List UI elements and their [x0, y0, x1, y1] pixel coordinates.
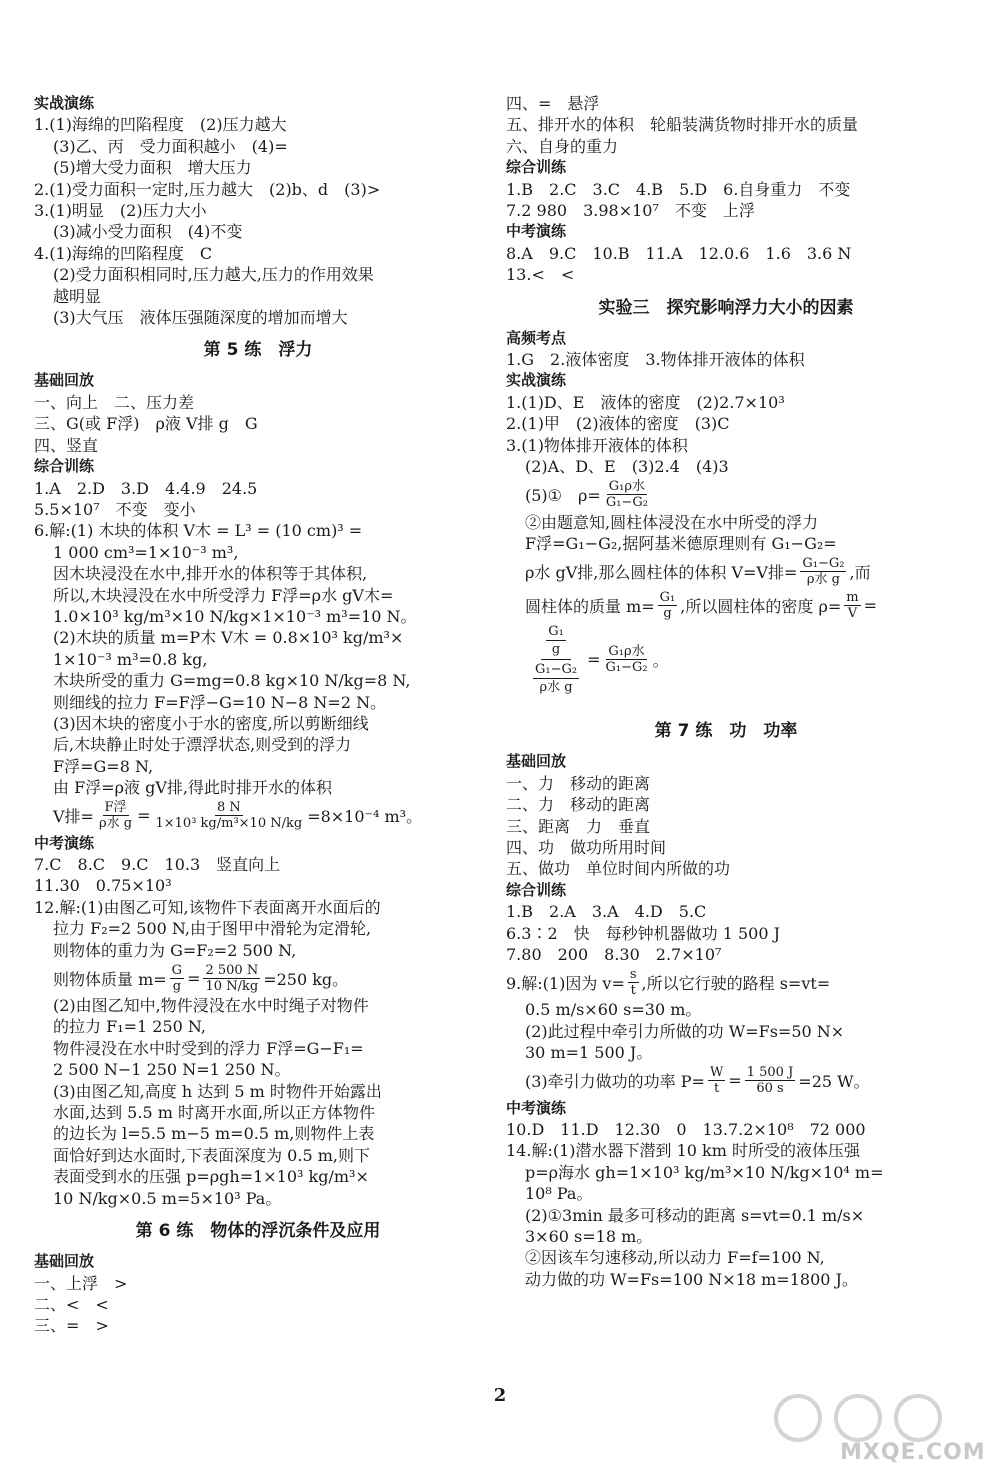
denominator: V: [847, 605, 858, 621]
answer-line: 四、竖直: [34, 435, 99, 455]
answer-line: 一、力 移动的距离: [506, 773, 651, 793]
answer-line: 3×60 s=18 m。: [525, 1227, 653, 1247]
answer-line: 1 000 cm³=1×10⁻³ m³,: [53, 542, 239, 562]
answer-line: ②由题意知,圆柱体浸没在水中所受的浮力: [525, 512, 819, 532]
section-heading: 综合训练: [506, 880, 567, 899]
answer-line: 7.2 980 3.98×10⁷ 不变 上浮: [506, 201, 755, 221]
denominator: [528, 660, 584, 697]
formula-text: =8×10⁻⁴ m³。: [307, 807, 423, 827]
formula-line: [506, 588, 946, 622]
numerator: 2 500 N: [205, 962, 259, 978]
answer-line: 11.30 0.75×10³: [34, 876, 172, 896]
formula-text: ρ水 gV排,那么圆柱体的体积 V=V排=: [525, 562, 798, 582]
answer-line: 30 m=1 500 J。: [525, 1043, 653, 1063]
answer-line: 3.(1)明显 (2)压力大小: [34, 201, 207, 221]
answer-line: (3)乙、丙 受力面积越小 (4)=: [53, 136, 288, 156]
numerator: G₁: [548, 624, 564, 640]
section-heading: 基础回放: [34, 1252, 95, 1271]
answer-line: 6.解:(1) 木块的体积 V木 = L³ = (10 cm)³ =: [34, 521, 363, 541]
denominator: 60 s: [756, 1081, 784, 1097]
answer-line: 表面受到水的压强 p=ρgh=1×10³ kg/m³×: [53, 1167, 369, 1187]
answer-line: 10 N/kg×0.5 m=5×10³ Pa。: [53, 1188, 282, 1208]
formula-text: 圆柱体的质量 m=: [525, 596, 655, 616]
numerator: G₁ρ水: [608, 479, 645, 494]
answer-line: 3.(1)物体排开液体的体积: [506, 435, 688, 455]
answer-line: (5)增大受力面积 增大压力: [53, 158, 252, 178]
answer-line: (3)因木块的密度小于水的密度,所以剪断细线: [53, 713, 369, 733]
formula-line: [506, 622, 946, 697]
answer-line: (2)由图乙知中,物件浸没在水中时绳子对物件: [53, 996, 369, 1016]
numerator: G: [171, 962, 183, 978]
answer-line: 一、上浮 >: [34, 1273, 128, 1293]
formula-text: (3)牵引力做功的功率 P=: [525, 1072, 705, 1092]
answer-line: 4.(1)海绵的凹陷程度 C: [34, 243, 213, 263]
denominator: ρ水 g: [806, 571, 840, 587]
denominator: t: [714, 1081, 720, 1097]
section-heading: 实战演练: [506, 371, 567, 390]
numerator: G₁−G₂: [802, 555, 845, 571]
formula-text: 。: [652, 651, 669, 671]
answer-line: 1×10⁻³ m³=0.8 kg,: [53, 649, 208, 669]
fraction: [604, 479, 650, 510]
answer-line: (3)减小受力面积 (4)不变: [53, 222, 243, 242]
answer-line: 2.(1)受力面积一定时,压力越大 (2)b、d (3)>: [34, 179, 381, 199]
answer-line: 三、= >: [34, 1316, 109, 1336]
formula-text: =: [587, 650, 601, 670]
denominator: t: [630, 982, 636, 998]
answer-line: 10.D 11.D 12.30 0 13.7.2×10⁸ 72 000: [506, 1120, 866, 1139]
numerator: F浮: [104, 800, 127, 816]
fraction: [203, 963, 260, 994]
formula-line: [34, 799, 482, 833]
numerator: s: [629, 966, 637, 982]
fraction: [844, 590, 860, 621]
page-number: 2: [493, 1385, 507, 1406]
answer-line: (2)受力面积相同时,压力越大,压力的作用效果: [53, 265, 374, 285]
numerator: 8 N: [216, 800, 241, 816]
answer-line: 14.解:(1)潜水器下潜到 10 km 时所受的液体压强: [506, 1141, 860, 1161]
answer-line: (3)大气压 液体压强随深度的增加而增大: [53, 308, 348, 328]
formula-text: ,所以它行驶的路程 s=vt=: [641, 973, 831, 993]
answer-line: 2.(1)甲 (2)液体的密度 (3)C: [506, 414, 730, 434]
fraction: [533, 661, 579, 696]
section-heading: 实战演练: [34, 94, 95, 112]
denominator: ρ水 g: [539, 680, 573, 696]
fraction: [546, 623, 566, 658]
answer-line: 五、排开水的体积 轮船装满货物时排开水的质量: [506, 115, 859, 135]
answer-line: 一、向上 二、压力差: [34, 392, 195, 412]
answer-line: 因木块浸没在水中,排开水的体积等于其体积,: [53, 564, 368, 584]
section-heading: 中考演练: [506, 222, 567, 241]
fraction: [153, 800, 304, 831]
formula-text: =: [187, 968, 201, 988]
formula-line: [506, 554, 946, 588]
denominator: G₁−G₂: [605, 495, 648, 510]
answer-line: 面恰好到达水面时,下表面深度为 0.5 m,则下: [53, 1145, 370, 1165]
formula-text: (5)① ρ=: [525, 486, 601, 505]
lesson-title: 第 7 练 功 功率: [654, 721, 798, 742]
answer-line: 1.B 2.C 3.C 4.B 5.D 6.自身重力 不变: [506, 179, 851, 199]
denominator: g: [663, 605, 672, 621]
answer-line: 四、功 做功所用时间: [506, 837, 667, 857]
answer-line: 所以,木块浸没在水中所受浮力 F浮=ρ水 gV木=: [53, 585, 394, 605]
answer-line: 二、< <: [34, 1294, 109, 1314]
answer-line: 1.G 2.液体密度 3.物体排开液体的体积: [506, 350, 805, 370]
answer-line: 二、力 移动的距离: [506, 795, 651, 815]
answer-line: 水面,达到 5.5 m 时离开水面,所以正方体物件: [53, 1103, 376, 1123]
answer-line: 四、= 悬浮: [506, 94, 600, 113]
formula-text: =250 kg。: [263, 969, 349, 989]
answer-line: 5.5×10⁷ 不变 变小: [34, 499, 196, 519]
compound-fraction: [528, 622, 584, 697]
numerator: [541, 622, 571, 660]
fraction: [800, 556, 846, 587]
fraction: [97, 800, 134, 831]
answer-line: 后,木块静止时处于漂浮状态,则受到的浮力: [53, 735, 352, 755]
section-heading: 基础回放: [506, 752, 567, 771]
formula-text: =25 W。: [798, 1072, 870, 1092]
answer-line: 1.A 2.D 3.D 4.4.9 24.5: [34, 478, 258, 498]
denominator: ρ水 g: [98, 816, 133, 832]
formula-text: =: [137, 806, 151, 826]
left-column: [34, 93, 482, 1337]
numerator: 1 500 J: [746, 1065, 794, 1081]
answer-line: 1.0×10³ kg/m³×10 N/kg×1×10⁻³ m³=10 N。: [53, 606, 417, 626]
denominator: g: [551, 642, 561, 658]
lesson-title: 第 6 练 物体的浮沉条件及应用: [135, 1221, 381, 1242]
formula-text: ,所以圆柱体的密度 ρ=: [680, 596, 842, 616]
answer-line: 1.(1)海绵的凹陷程度 (2)压力越大: [34, 115, 287, 135]
answer-line: 1.(1)D、E 液体的密度 (2)2.7×10³: [506, 392, 785, 412]
answer-line: 动力做的功 W=Fs=100 N×18 m=1800 J。: [525, 1269, 858, 1289]
answer-line: 六、自身的重力: [506, 136, 619, 156]
answer-line: 0.5 m/s×60 s=30 m。: [525, 1000, 702, 1020]
answer-line: (2)①3min 最多可移动的距离 s=vt=0.1 m/s×: [525, 1205, 865, 1225]
numerator: G₁: [659, 589, 676, 605]
answer-line: 拉力 F₂=2 500 N,由于图甲中滑轮为定滑轮,: [53, 919, 372, 939]
answer-line: 13.< <: [506, 265, 575, 285]
answer-line: 12.解:(1)由图乙可知,该物件下表面离开水面后的: [34, 897, 381, 917]
denominator: 10 N/kg: [205, 978, 259, 994]
fraction: [658, 590, 678, 621]
answer-line: (2)木块的质量 m=P木 V木 = 0.8×10³ kg/m³×: [53, 628, 404, 648]
answer-line: 10⁸ Pa。: [525, 1184, 593, 1204]
answer-line: 则细线的拉力 F=F浮−G=10 N−8 N=2 N。: [53, 692, 387, 712]
answer-line: 7.C 8.C 9.C 10.3 竖直向上: [34, 855, 281, 874]
fraction: [745, 1065, 796, 1096]
formula-line: [506, 1064, 946, 1098]
answer-line: F浮=G=8 N,: [53, 756, 154, 776]
answer-line: 6.3∶2 快 每秒钟机器做功 1 500 J: [506, 923, 781, 943]
denominator: G₁−G₂: [605, 660, 648, 676]
denominator: 1×10³ kg/m³×10 N/kg: [155, 816, 303, 832]
numerator: G₁−G₂: [535, 662, 578, 678]
answer-line: (2)此过程中牵引力所做的功 W=Fs=50 N×: [525, 1021, 845, 1041]
formula-line: [506, 965, 946, 999]
answer-line: 的边长为 l=5.5 m−5 m=0.5 m,则物件上表: [53, 1124, 375, 1144]
answer-line: 由 F浮=ρ液 gV排,得此时排开水的体积: [53, 778, 332, 798]
answer-line: 五、做功 单位时间内所做的功: [506, 859, 731, 879]
right-column: [506, 93, 946, 1290]
answer-line: 则物体的重力为 G=F₂=2 500 N,: [53, 940, 297, 960]
answer-line: 8.A 9.C 10.B 11.A 12.0.6 1.6 3.6 N: [506, 243, 852, 263]
answer-line: 木块所受的重力 G=mg=0.8 kg×10 N/kg=8 N,: [53, 671, 411, 691]
answer-line: 物件浸没在水中时受到的浮力 F浮=G−F₁=: [53, 1038, 364, 1058]
answer-line: p=ρ海水 gh=1×10³ kg/m³×10 N/kg×10⁴ m=: [525, 1162, 884, 1182]
formula-line: [34, 961, 482, 995]
formula-text: 9.解:(1)因为 v=: [506, 973, 625, 993]
formula-text: =: [863, 595, 878, 615]
fraction: [170, 963, 184, 994]
formula-line: [506, 478, 946, 512]
answer-line: F浮=G₁−G₂,据阿基米德原理则有 G₁−G₂=: [525, 533, 837, 553]
numerator: G₁ρ水: [608, 644, 645, 660]
answer-line: 三、距离 力 垂直: [506, 816, 651, 836]
section-heading: 综合训练: [34, 457, 95, 476]
formula-text: =: [728, 1071, 742, 1091]
answer-line: ②因该车匀速移动,所以动力 F=f=100 N,: [525, 1248, 825, 1268]
answer-line: 的拉力 F₁=1 250 N,: [53, 1017, 206, 1037]
answer-line: 三、G(或 F浮) ρ液 V排 g G: [34, 414, 258, 434]
answer-line: 7.80 200 8.30 2.7×10⁷: [506, 944, 722, 964]
section-heading: 综合训练: [506, 158, 567, 177]
answer-line: 1.B 2.A 3.A 4.D 5.C: [506, 902, 707, 922]
formula-text: ,而: [849, 562, 871, 582]
numerator: W: [709, 1065, 724, 1081]
lesson-title: 实验三 探究影响浮力大小的因素: [598, 297, 854, 318]
fraction: [708, 1065, 725, 1096]
answer-line: (3)由图乙知,高度 h 达到 5 m 时物件开始露出: [53, 1081, 382, 1101]
section-heading: 基础回放: [34, 371, 95, 390]
formula-text: V排=: [53, 807, 94, 827]
answer-line: 越明显: [53, 286, 102, 306]
fraction: [604, 644, 650, 675]
lesson-title: 第 5 练 浮力: [203, 340, 313, 361]
watermark-text: MXQE.COM: [840, 1440, 986, 1465]
section-heading: 高频考点: [506, 328, 567, 347]
numerator: m: [846, 589, 859, 605]
answer-line: (2)A、D、E (3)2.4 (4)3: [525, 457, 729, 477]
fraction: [628, 967, 639, 998]
formula-text: 则物体质量 m=: [53, 969, 167, 989]
denominator: g: [172, 978, 182, 994]
answer-line: 2 500 N−1 250 N=1 250 N。: [53, 1060, 291, 1080]
section-heading: 中考演练: [34, 833, 95, 852]
section-heading: 中考演练: [506, 1098, 567, 1117]
